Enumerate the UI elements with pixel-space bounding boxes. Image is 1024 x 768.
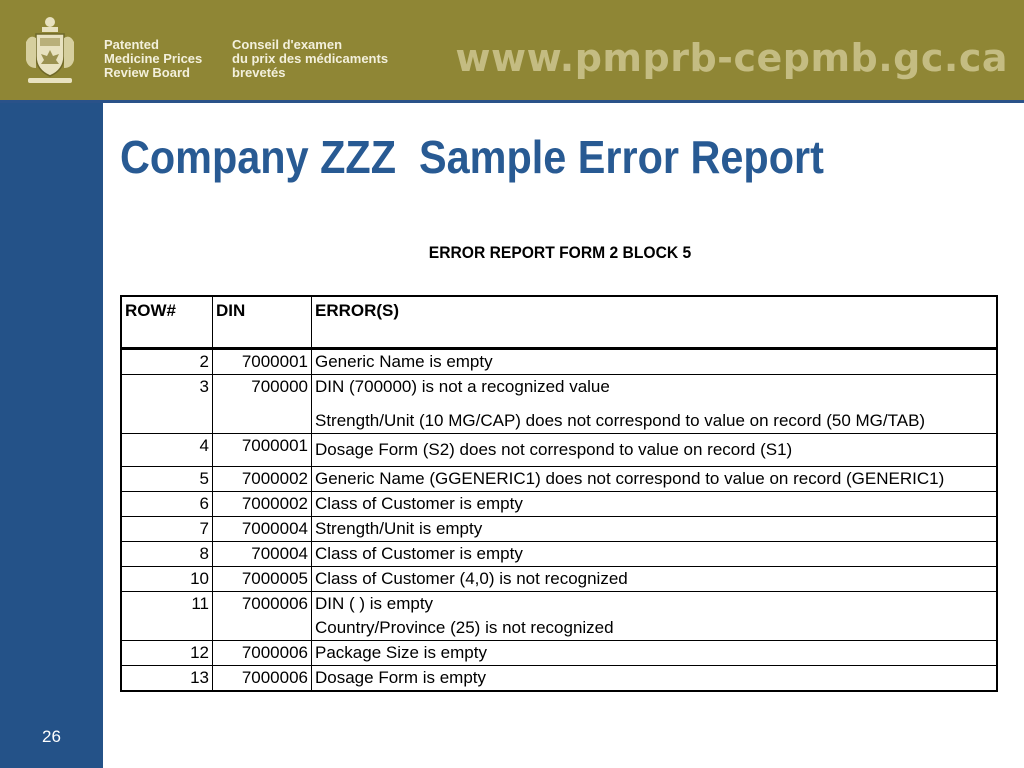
slide-title: Company ZZZ Sample Error Report <box>120 131 824 183</box>
errors-cell <box>312 349 998 375</box>
din-cell: 700004 <box>213 542 312 567</box>
column-header-errors: ERROR(S) <box>312 296 998 349</box>
table-row <box>121 467 997 492</box>
errors-cell <box>312 592 998 641</box>
din-cell: 7000006 <box>213 666 312 692</box>
errors-cell <box>312 492 998 517</box>
errors-cell <box>312 567 998 592</box>
org-name-english: Patented Medicine Prices Review Board <box>104 37 203 80</box>
din-cell: 7000001 <box>213 349 312 375</box>
error-report-table <box>120 295 998 692</box>
error-text: Class of Customer (4,0) is not recognized <box>315 569 628 588</box>
errors-cell <box>312 375 998 434</box>
row-number: 2 <box>121 349 213 375</box>
errors-cell <box>312 434 998 467</box>
error-text: DIN (700000) is not a recognized value <box>315 377 610 396</box>
din-cell: 7000006 <box>213 592 312 641</box>
table-row <box>121 542 997 567</box>
row-number: 13 <box>121 666 213 692</box>
din-cell: 7000006 <box>213 641 312 666</box>
table-row <box>121 349 997 375</box>
column-header-row: ROW# <box>121 296 213 349</box>
table-row <box>121 592 997 641</box>
table-row <box>121 567 997 592</box>
errors-cell <box>312 467 998 492</box>
page-number: 26 <box>42 727 61 746</box>
error-text: Package Size is empty <box>315 643 487 662</box>
din-cell: 7000002 <box>213 467 312 492</box>
column-header-din: DIN <box>213 296 312 349</box>
header-banner <box>0 0 1024 100</box>
errors-cell <box>312 542 998 567</box>
error-text: DIN ( ) is empty <box>315 594 434 613</box>
din-cell: 7000002 <box>213 492 312 517</box>
error-text: Class of Customer is empty <box>315 544 523 563</box>
report-subtitle: ERROR REPORT FORM 2 BLOCK 5 <box>428 243 692 262</box>
errors-cell <box>312 641 998 666</box>
header-divider <box>0 100 1024 103</box>
error-text: Country/Province (25) is not recognized <box>315 618 614 637</box>
error-text: Dosage Form is empty <box>315 668 486 687</box>
org-name-french: Conseil d'examen du prix des médicaments brevetés <box>232 37 389 80</box>
table-row <box>121 492 997 517</box>
row-number: 12 <box>121 641 213 666</box>
row-number: 8 <box>121 542 213 567</box>
row-number: 7 <box>121 517 213 542</box>
errors-cell <box>312 666 998 692</box>
table-row <box>121 434 997 467</box>
error-text: Class of Customer is empty <box>315 494 523 513</box>
din-cell: 700000 <box>213 375 312 434</box>
din-cell: 7000004 <box>213 517 312 542</box>
row-number: 10 <box>121 567 213 592</box>
errors-cell <box>312 517 998 542</box>
left-sidebar <box>0 103 103 768</box>
error-text: Generic Name (GGENERIC1) does not correspond to value on record (GENERIC1) <box>315 469 945 488</box>
table-row <box>121 517 997 542</box>
canada-coat-of-arms-icon <box>22 14 78 88</box>
table-row <box>121 641 997 666</box>
din-cell: 7000001 <box>213 434 312 467</box>
table-row <box>121 375 997 434</box>
table-header-row <box>121 296 997 349</box>
table-row <box>121 666 997 692</box>
din-cell: 7000005 <box>213 567 312 592</box>
row-number: 4 <box>121 434 213 467</box>
error-text: Strength/Unit is empty <box>315 519 483 538</box>
row-number: 6 <box>121 492 213 517</box>
row-number: 11 <box>121 592 213 641</box>
error-text: Dosage Form (S2) does not correspond to value on record (S1) <box>315 440 793 459</box>
row-number: 5 <box>121 467 213 492</box>
error-text: Generic Name is empty <box>315 352 493 371</box>
row-number: 3 <box>121 375 213 434</box>
website-url: www.pmprb-cepmb.gc.ca <box>455 36 1008 80</box>
error-text: Strength/Unit (10 MG/CAP) does not correspond to value on record (50 MG/TAB) <box>315 411 926 430</box>
